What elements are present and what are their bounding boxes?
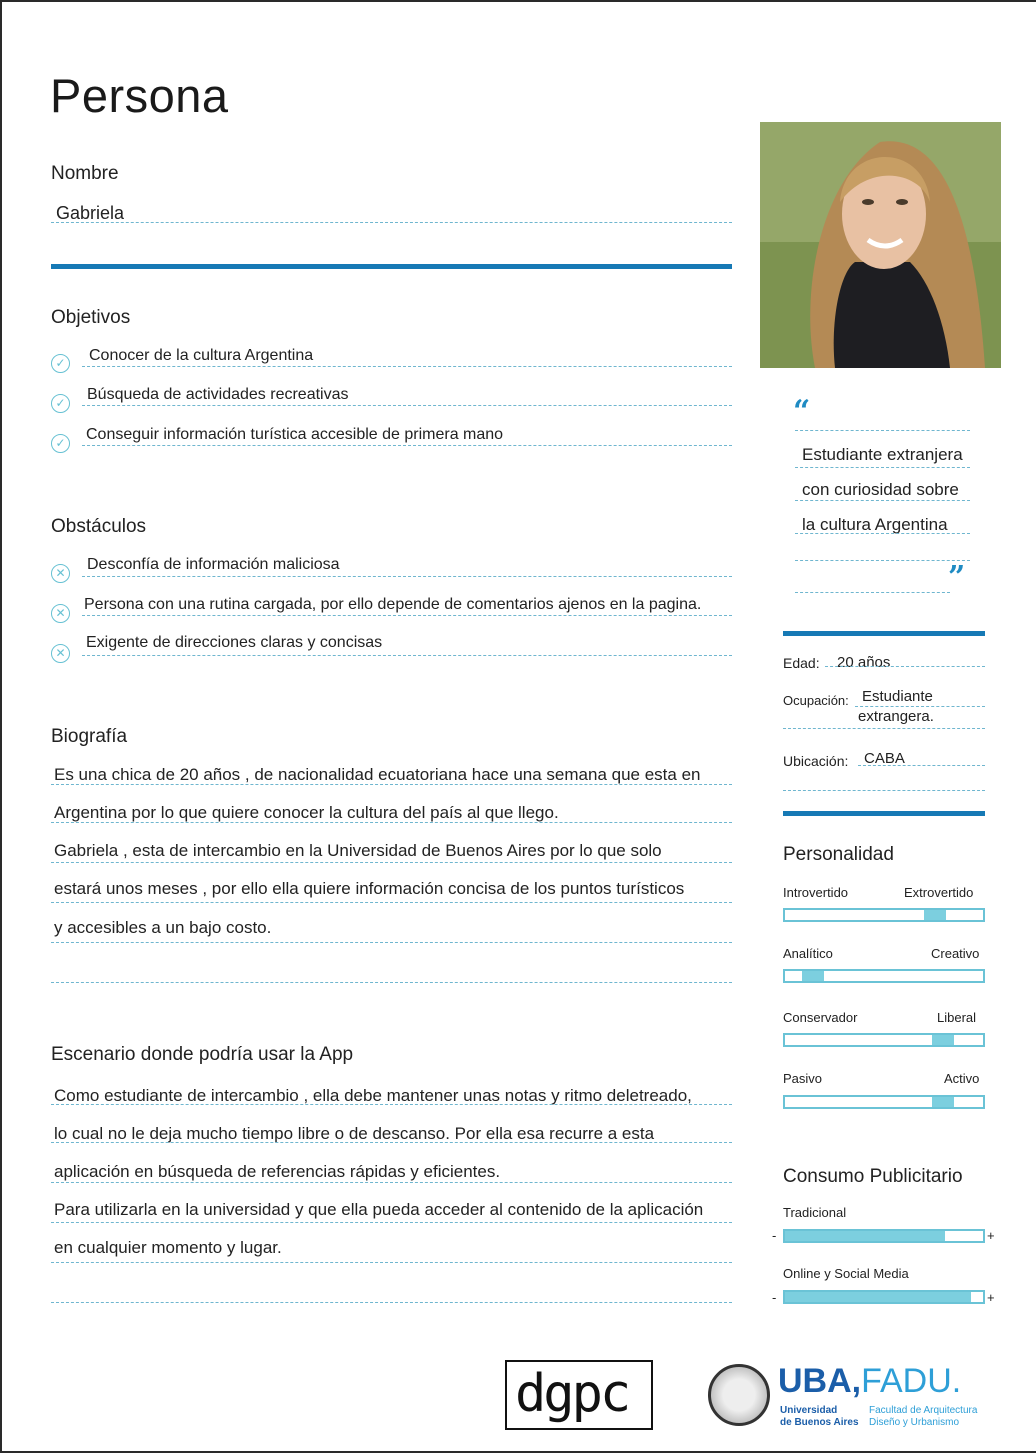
trait-right-label: Creativo	[931, 946, 980, 961]
divider	[51, 902, 732, 903]
close-circle-icon: ✕	[51, 644, 70, 663]
divider	[51, 862, 732, 863]
quote-open-icon: “	[793, 394, 811, 429]
dgpc-logo	[505, 1360, 653, 1430]
ubicacion-value: CABA	[864, 750, 905, 767]
divider	[82, 366, 732, 367]
divider	[51, 784, 732, 785]
divider	[795, 430, 970, 431]
biografia-line: estará unos meses , por ello ella quiere información concisa de los puntos turísticos	[54, 879, 685, 898]
escenario-line: Como estudiante de intercambio , ella debe mantener unas notas y ritmo deletreado,	[54, 1086, 692, 1105]
objetivo-item: Búsqueda de actividades recreativas	[87, 386, 349, 403]
escenario-heading: Escenario donde podría usar la App	[51, 1044, 354, 1065]
divider	[795, 560, 970, 561]
biografia-heading: Biografía	[51, 726, 128, 747]
divider	[51, 1262, 732, 1263]
escenario-line: Para utilizarla en la universidad y que ella pueda acceder al contenido de la aplicación	[54, 1200, 704, 1219]
fadu-subtitle-line: Diseño y Urbanismo	[869, 1417, 960, 1428]
divider	[795, 592, 950, 593]
objetivo-item: Conseguir información turística accesible de primera mano	[86, 426, 504, 443]
personalidad-heading: Personalidad	[783, 844, 894, 865]
consumo-heading: Consumo Publicitario	[783, 1166, 963, 1187]
minus-sign: -	[772, 1290, 777, 1305]
obstaculo-item: Desconfía de información maliciosa	[87, 556, 340, 573]
objetivo-item: Conocer de la cultura Argentina	[89, 347, 314, 364]
fadu-subtitle-line: Facultad de Arquitectura	[869, 1405, 978, 1416]
trait-slider	[783, 1095, 985, 1109]
section-bar	[783, 631, 985, 636]
plus-sign: +	[987, 1290, 995, 1305]
divider	[51, 1302, 732, 1303]
divider	[825, 666, 985, 667]
divider	[783, 790, 985, 791]
check-icon: ✓	[51, 434, 70, 453]
trait-left-label: Analítico	[783, 946, 833, 961]
consumo-label: Tradicional	[783, 1205, 847, 1220]
section-bar	[51, 264, 732, 269]
obstaculo-item: Persona con una rutina cargada, por ello depende de comentarios ajenos en la pagina.	[84, 596, 702, 613]
divider	[82, 405, 732, 406]
fadu-text: FADU.	[861, 1362, 962, 1400]
edad-value: 20 años	[837, 654, 891, 671]
slider-knob	[924, 910, 946, 920]
consumo-bar	[783, 1290, 985, 1304]
quote-line: con curiosidad sobre	[802, 480, 959, 499]
divider	[51, 822, 732, 823]
biografia-line: Es una chica de 20 años , de nacionalidad ecuatoriana hace una semana que esta en	[54, 765, 701, 784]
divider	[51, 942, 732, 943]
divider	[783, 728, 985, 729]
divider	[82, 576, 732, 577]
uba-seal-icon	[708, 1364, 770, 1426]
trait-left-label: Conservador	[783, 1010, 858, 1025]
divider	[51, 1182, 732, 1183]
uba-logo-text	[778, 1362, 961, 1401]
objetivos-heading: Objetivos	[51, 307, 131, 328]
divider	[795, 500, 970, 501]
slider-knob	[932, 1035, 954, 1045]
slider-knob	[802, 971, 824, 981]
uba-subtitle-line: de Buenos Aires	[780, 1417, 859, 1428]
biografia-line: Argentina por lo que quiere conocer la cultura del país al que llego.	[54, 803, 559, 822]
consumo-label: Online y Social Media	[783, 1266, 909, 1281]
divider	[795, 467, 970, 468]
fadu-subtitle	[869, 1405, 977, 1429]
divider	[51, 1104, 732, 1105]
obstaculo-item: Exigente de direcciones claras y concisas	[86, 634, 383, 651]
check-icon: ✓	[51, 354, 70, 373]
escenario-line: en cualquier momento y lugar.	[54, 1238, 282, 1257]
slider-knob	[932, 1097, 954, 1107]
trait-right-label: Activo	[944, 1071, 980, 1086]
ubicacion-label: Ubicación:	[783, 753, 849, 769]
trait-slider	[783, 908, 985, 922]
divider	[82, 445, 732, 446]
biografia-line: y accesibles a un bajo costo.	[54, 918, 272, 937]
close-circle-icon: ✕	[51, 564, 70, 583]
trait-right-label: Liberal	[937, 1010, 977, 1025]
minus-sign: -	[772, 1228, 777, 1243]
nombre-label: Nombre	[51, 163, 119, 184]
divider	[51, 1222, 732, 1223]
check-icon: ✓	[51, 394, 70, 413]
ocupacion-value-2: extrangera.	[858, 708, 934, 725]
trait-slider	[783, 1033, 985, 1047]
trait-slider	[783, 969, 985, 983]
page-title: Persona	[50, 69, 229, 122]
edad-label: Edad:	[783, 655, 820, 671]
trait-left-label: Introvertido	[783, 885, 849, 900]
divider	[82, 615, 732, 616]
escenario-line: aplicación en búsqueda de referencias rápidas y eficientes.	[54, 1162, 501, 1181]
consumo-bar	[783, 1229, 985, 1243]
divider	[51, 1142, 732, 1143]
ocupacion-value: Estudiante	[862, 688, 933, 705]
escenario-line: lo cual no le deja mucho tiempo libre o de descanso. Por ella esa recurre a esta	[54, 1124, 655, 1143]
close-circle-icon: ✕	[51, 604, 70, 623]
divider	[51, 222, 732, 223]
divider	[858, 765, 985, 766]
divider	[82, 655, 732, 656]
dgpc-logo-text: dgpc	[515, 1364, 629, 1424]
plus-sign: +	[987, 1228, 995, 1243]
quote-line: la cultura Argentina	[802, 515, 948, 534]
ocupacion-label: Ocupación:	[783, 693, 849, 708]
uba-subtitle-line: Universidad	[780, 1405, 838, 1416]
trait-left-label: Pasivo	[783, 1071, 823, 1086]
nombre-value: Gabriela	[56, 203, 125, 223]
divider	[51, 982, 732, 983]
uba-text: UBA,	[778, 1362, 862, 1400]
consumo-fill	[785, 1231, 945, 1241]
section-bar	[783, 811, 985, 816]
divider	[855, 706, 985, 707]
consumo-fill	[785, 1292, 971, 1302]
uba-subtitle	[780, 1405, 859, 1429]
quote-close-icon: ”	[948, 560, 966, 595]
divider	[795, 533, 970, 534]
persona-photo	[760, 122, 1001, 368]
obstaculos-heading: Obstáculos	[51, 516, 147, 537]
quote-line: Estudiante extranjera	[802, 445, 963, 464]
trait-right-label: Extrovertido	[904, 885, 974, 900]
biografia-line: Gabriela , esta de intercambio en la Universidad de Buenos Aires por lo que solo	[54, 841, 662, 860]
